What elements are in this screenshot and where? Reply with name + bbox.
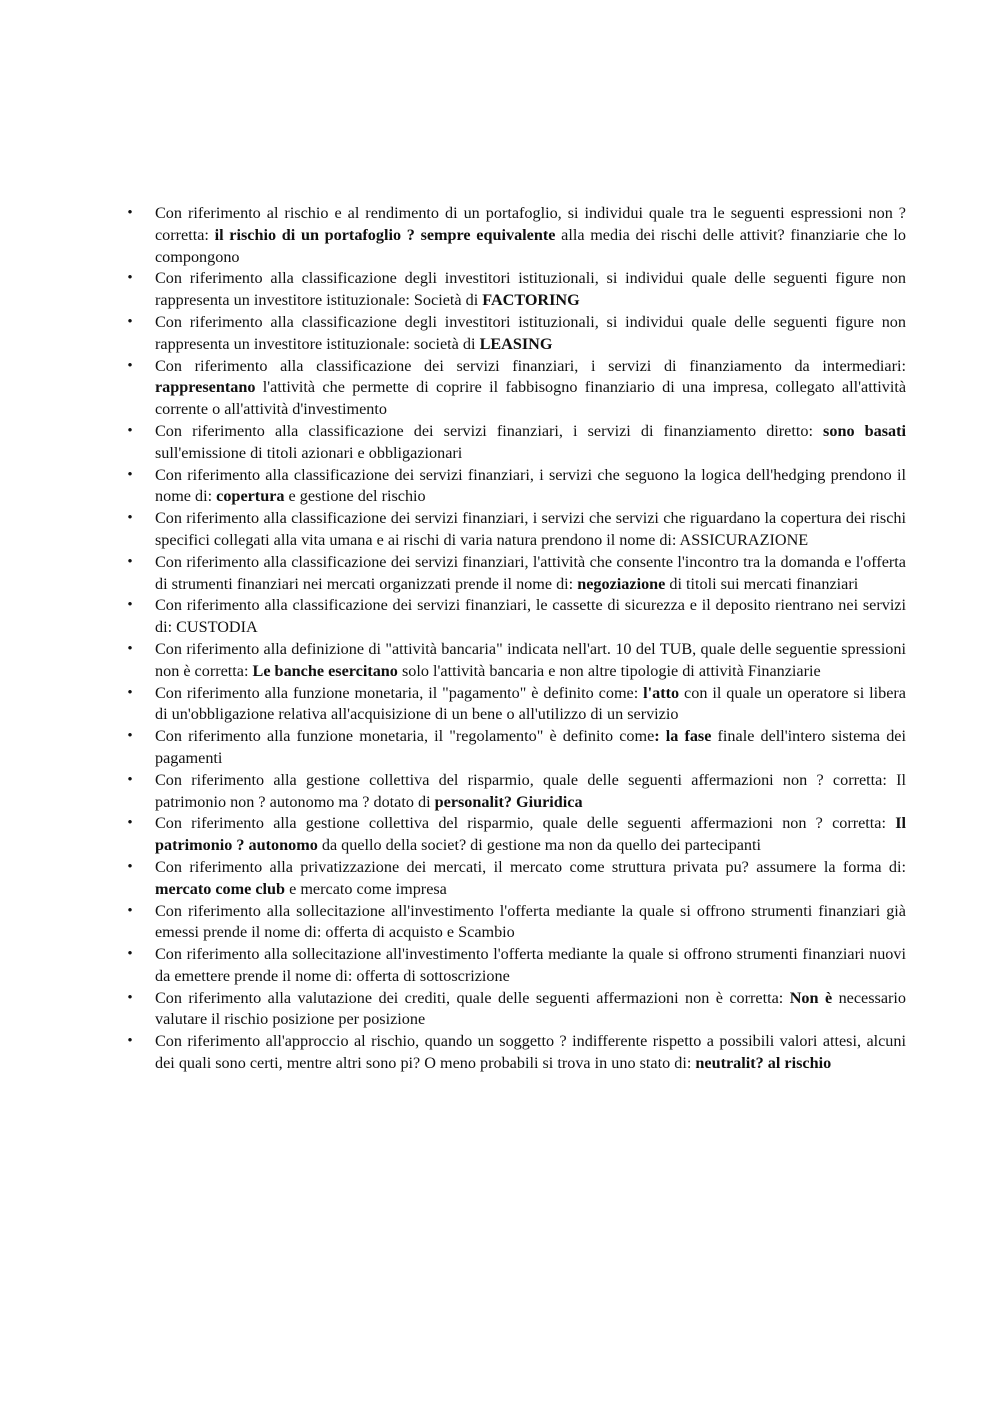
list-item: [120, 901, 906, 945]
bullet-icon: •: [127, 205, 133, 221]
bullet-icon: •: [127, 597, 133, 614]
item-text: Con riferimento al rischio e al rendimento di un portafoglio, si individui quale tra le seguenti espressioni non ? corretta:: [155, 204, 906, 244]
bullet-icon: •: [127, 902, 133, 919]
bullet-icon: •: [127, 313, 133, 330]
item-text: Con riferimento alla privatizzazione dei mercati, il mercato come struttura privata pu? assumere la forma di:: [155, 857, 906, 876]
item-text: Con riferimento alla definizione di "attività bancaria" indicata nell'art. 10 del TUB, quale delle seguentie spressioni non è corretta:: [155, 639, 906, 680]
list-item: [120, 857, 906, 901]
list-item: [120, 508, 906, 552]
list-item: [120, 312, 906, 356]
bold-text: personalit? Giuridica: [434, 792, 583, 811]
bold-text: l'atto: [643, 683, 680, 702]
bullet-icon: •: [127, 858, 133, 875]
item-text: alla media dei rischi delle attivit? finanziarie che lo compongono: [155, 225, 907, 266]
bullet-icon: •: [127, 684, 133, 701]
item-text: Con riferimento alla funzione monetaria, il "pagamento" è definito come:: [155, 683, 644, 702]
list-item: [120, 552, 906, 596]
bold-text: Il patrimonio ? autonomo: [155, 814, 906, 855]
item-text: e mercato come impresa: [285, 879, 447, 898]
bullet-icon: •: [127, 357, 133, 374]
item-text: da quello della societ? di gestione ma non da quello dei partecipanti: [317, 836, 762, 855]
item-text: Con riferimento alla gestione collettiva del risparmio, quale delle seguenti affermazioni non ? corretta:: [155, 814, 896, 833]
bold-text: FACTORING: [482, 291, 580, 310]
bullet-icon: •: [127, 989, 133, 1006]
bullet-icon: •: [127, 1033, 133, 1050]
bold-text: : la fase: [654, 727, 712, 746]
item-text: l'attività che permette di coprire il fabbisogno finanziario di una impresa, collegato all'attività corrente o all'attività d'investimento: [155, 378, 906, 419]
item-text: Con riferimento all'approccio al rischio, quando un soggetto ? indifferente rispetto a possibili valori attesi, alcuni dei quali sono certi, mentre altri sono pi? O meno probabili si trova in uno stato di:: [155, 1032, 906, 1073]
bold-text: il rischio di un portafoglio ? sempre equivalente: [214, 225, 556, 244]
item-text: solo l'attività bancaria e non altre tipologie di attività Finanziarie: [397, 661, 821, 680]
bold-text: negoziazione: [577, 574, 666, 593]
item-text: Con riferimento alla classificazione dei servizi finanziari, i servizi di finanziamento da intermediari:: [155, 356, 906, 375]
bullet-icon: •: [127, 640, 133, 657]
list-item: [120, 944, 906, 988]
bullet-icon: •: [127, 815, 133, 832]
list-item: [120, 1031, 906, 1075]
item-text: Con riferimento alla valutazione dei crediti, quale delle seguenti affermazioni non è corretta:: [155, 988, 790, 1007]
list-item: [120, 813, 906, 857]
item-text: di titoli sui mercati finanziari: [665, 574, 859, 593]
list-item: [120, 683, 906, 727]
bullet-icon: •: [127, 422, 133, 439]
item-text: sull'emissione di titoli azionari e obbligazionari: [155, 443, 463, 462]
item-text: finale dell'intero sistema dei pagamenti: [155, 727, 906, 767]
list-item: [120, 203, 906, 268]
list-item: [120, 268, 906, 312]
bullet-icon: •: [127, 466, 133, 483]
item-text: con il quale un operatore si libera di un'obbligazione relativa all'acquisizione di un bene o all'utilizzo di un servizio: [155, 683, 906, 724]
list-item: [120, 421, 906, 465]
bold-text: mercato come club: [155, 879, 286, 898]
bullet-list: [120, 203, 906, 1075]
item-text: Con riferimento alla classificazione dei servizi finanziari, l'attività che consente l'incontro tra la domanda e l'offerta di strumenti finanziari nei mercati organizzati prende il nome di:: [155, 552, 906, 593]
bullet-icon: •: [127, 728, 133, 745]
bold-text: sono basati: [823, 421, 907, 440]
item-text: Con riferimento alla classificazione dei servizi finanziari, i servizi che servizi che riguardano la copertura dei rischi specifici collegati alla vita umana e ai rischi di varia natura prendono il nome di: ASSICURAZIONE: [155, 509, 906, 549]
list-item: [120, 988, 906, 1032]
list-item: [120, 639, 906, 683]
bullet-icon: •: [127, 553, 133, 570]
item-text: Con riferimento alla gestione collettiva del risparmio, quale delle seguenti affermazioni non ? corretta: Il patrimonio non ? autonomo ma ? dotato di: [155, 770, 906, 811]
item-text: Con riferimento alla sollecitazione all'investimento l'offerta mediante la quale si offrono strumenti finanziari già emessi prende il nome di: offerta di acquisto e Scambio: [155, 901, 906, 942]
list-item: [120, 726, 906, 770]
bullet-icon: •: [127, 510, 133, 527]
bold-text: LEASING: [479, 334, 553, 353]
item-text: Con riferimento alla classificazione dei servizi finanziari, i servizi di finanziamento diretto:: [155, 421, 824, 440]
bold-text: neutralit? al rischio: [695, 1054, 832, 1073]
list-item: [120, 356, 906, 421]
bold-text: copertura: [216, 487, 285, 506]
item-text: Con riferimento alla classificazione degli investitori istituzionali, si individui quale delle seguenti figure non rappresenta un investitore istituzionale: Società di: [155, 269, 906, 310]
bold-text: Le banche esercitano: [252, 661, 398, 680]
item-text: necessario valutare il rischio posizione per posizione: [155, 988, 906, 1029]
item-text: e gestione del rischio: [284, 487, 426, 506]
bold-text: Non è: [789, 988, 833, 1007]
item-text: Con riferimento alla sollecitazione all'investimento l'offerta mediante la quale si offrono strumenti finanziari nuovi da emettere prende il nome di: offerta di sottoscrizione: [155, 945, 906, 985]
bullet-icon: •: [127, 270, 133, 287]
item-text: Con riferimento alla classificazione dei servizi finanziari, i servizi che seguono la logica dell'hedging prendono il nome di:: [155, 465, 906, 506]
bullet-icon: •: [127, 946, 133, 963]
list-item: [120, 595, 906, 639]
list-item: [120, 770, 906, 814]
item-text: Con riferimento alla classificazione dei servizi finanziari, le cassette di sicurezza e il deposito rientrano nei servizi di: CUSTODIA: [155, 596, 906, 637]
list-item: [120, 465, 906, 509]
item-text: Con riferimento alla classificazione degli investitori istituzionali, si individui quale delle seguenti figure non rappresenta un investitore istituzionale: società di: [155, 312, 906, 353]
item-text: Con riferimento alla funzione monetaria, il "regolamento" è definito come: [155, 727, 655, 746]
bullet-icon: •: [127, 771, 133, 788]
bold-text: rappresentano: [155, 378, 256, 397]
